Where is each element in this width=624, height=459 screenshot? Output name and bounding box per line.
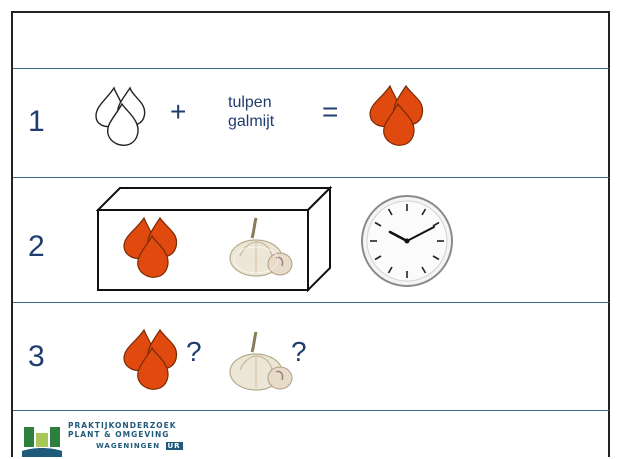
row-number-2: 2 <box>28 230 45 263</box>
divider-3 <box>13 302 609 303</box>
row-number-1: 1 <box>28 105 45 138</box>
garlic-icon <box>226 330 296 392</box>
question-mark-1: ? <box>186 336 202 367</box>
logo-wageningen: WAGENINGEN <box>96 442 161 450</box>
row-number-3: 3 <box>28 340 45 373</box>
bulb-orange-icon <box>122 214 182 284</box>
clock-icon <box>360 194 454 288</box>
logo-mark-icon <box>22 421 62 457</box>
divider-4 <box>13 410 609 411</box>
bulb-outline-icon <box>92 84 154 150</box>
logo-line-2: PLANT & OMGEVING <box>68 430 170 439</box>
bulb-orange-icon <box>368 82 428 152</box>
logo-line-3 <box>96 442 183 451</box>
garlic-icon <box>226 216 296 278</box>
mite-label-line2: galmijt <box>228 113 275 130</box>
divider-1 <box>13 68 609 69</box>
bulb-orange-icon <box>122 326 182 396</box>
plus-sign: + <box>170 96 187 127</box>
mite-label <box>228 93 274 131</box>
question-mark-2: ? <box>291 336 307 367</box>
logo-line-1: PRAKTIJKONDERZOEK <box>68 421 177 430</box>
mite-label-line1: tulpen <box>228 94 272 111</box>
equals-sign: = <box>322 96 339 127</box>
logo-ur-badge: UR <box>167 442 181 450</box>
divider-2 <box>13 177 609 178</box>
